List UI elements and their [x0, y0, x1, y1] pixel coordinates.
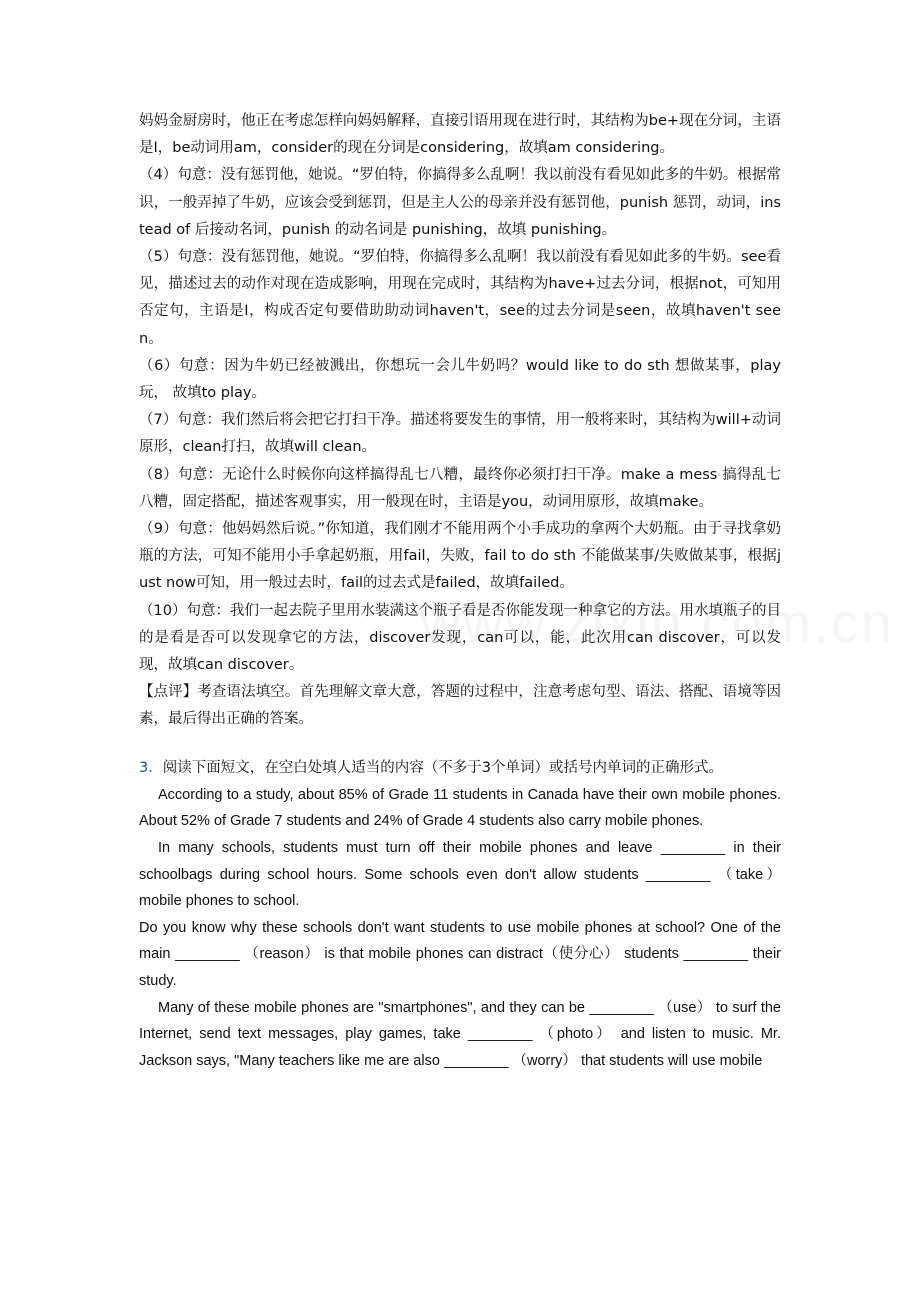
explanation-item-10: （10）句意：我们一起去院子里用水装满这个瓶子看是否你能发现一种拿它的方法。用水填瓶子的目的是看是否可以发现拿它的方法，discover发现，can可以，能，此次用can discover，可以发现，故填can discover。 [139, 602, 781, 674]
passage-paragraph-3: Do you know why these schools don't want students to use mobile phones at school? One of the main ________ （reason） is that mobile phones can distract（使分心） students ________ their study. [139, 919, 781, 990]
explanation-item-8: （8）句意：无论什么时候你向这样搞得乱七八糟，最终你必须打扫干净。make a mess 搞得乱七八糟，固定搭配，描述客观事实，用一般现在时，主语是you，动词用原形，故填make。 [139, 466, 781, 510]
passage-paragraph-2: In many schools, students must turn off their mobile phones and leave ________ in their schoolbags during school hours. Some schools even don't allow students ________ （take） mobile phones to school. [139, 840, 781, 910]
explanation-item-9: （9）句意：他妈妈然后说。”你知道，我们刚才不能用两个小手成功的拿两个大奶瓶。由于寻找拿奶瓶的方法，可知不能用小手拿起奶瓶，用fail，失败，fail to do sth 不能做某事/失败做某事，根据just now可知，用一般过去时，fail的过去式是failed，故填failed。 [139, 521, 781, 592]
explanation-item-7: （7）句意：我们然后将会把它打扫干净。描述将要发生的事情，用一般将来时，其结构为will+动词原形，clean打扫，故填will clean。 [139, 412, 781, 456]
question-number: 3． [139, 759, 163, 776]
spacer [139, 734, 781, 755]
comment-paragraph [139, 679, 781, 733]
passage-paragraph-4: Many of these mobile phones are "smartphones", and they can be ________ （use） to surf the Internet, send text messages, play games, take ________ （photo） and listen to music. Mr. Jackson says, "Many teachers like me are also ________ （worry） that students will use mobile [139, 999, 781, 1069]
comment-text: 考查语法填空。首先理解文章大意，答题的过程中，注意考虑句型、语法、搭配、语境等因素，最后得出正确的答案。 [139, 684, 781, 728]
explanation-paragraph-3-cont: 妈妈金厨房时，他正在考虑怎样向妈妈解释，直接引语用现在进行时，其结构为be+现在分词，主语是I，be动词用am，consider的现在分词是considering，故填am considering。 [139, 113, 781, 157]
passage-paragraph-1: According to a study, about 85% of Grade 11 students in Canada have their own mobile phones. About 52% of Grade 7 students and 24% of Grade 4 students also carry mobile phones. [139, 786, 781, 830]
explanation-item-6: （6）句意：因为牛奶已经被溅出，你想玩一会儿牛奶吗？would like to do sth 想做某事，play玩， 故填to play。 [139, 357, 781, 402]
explanation-item-4: （4）句意：没有惩罚他，她说。“罗伯特，你搞得多么乱啊！我以前没有看见如此多的牛奶。根据常识，一般弄掉了牛奶，应该会受到惩罚，但是主人公的母亲并没有惩罚他，punish 惩罚，动词，instead of 后接动名词，punish 的动名词是 punishing，故填 punishing。 [139, 167, 781, 238]
comment-label: 【点评】 [139, 684, 198, 701]
question-instruction-text: 阅读下面短文，在空白处填人适当的内容（不多于3个单词）或括号内单词的正确形式。 [162, 759, 723, 776]
question-3-instruction [139, 755, 781, 782]
document-page [139, 108, 781, 1074]
explanation-item-5: （5）句意：没有惩罚他，她说。“罗伯特，你搞得多么乱啊！我以前没有看见如此多的牛奶。see看见，描述过去的动作对现在造成影响，用现在完成时，其结构为have+过去分词，根据not，可知用否定句，主语是I，构成否定句要借助助动词haven't，see的过去分词是seen，故填haven't seen。 [139, 249, 781, 347]
